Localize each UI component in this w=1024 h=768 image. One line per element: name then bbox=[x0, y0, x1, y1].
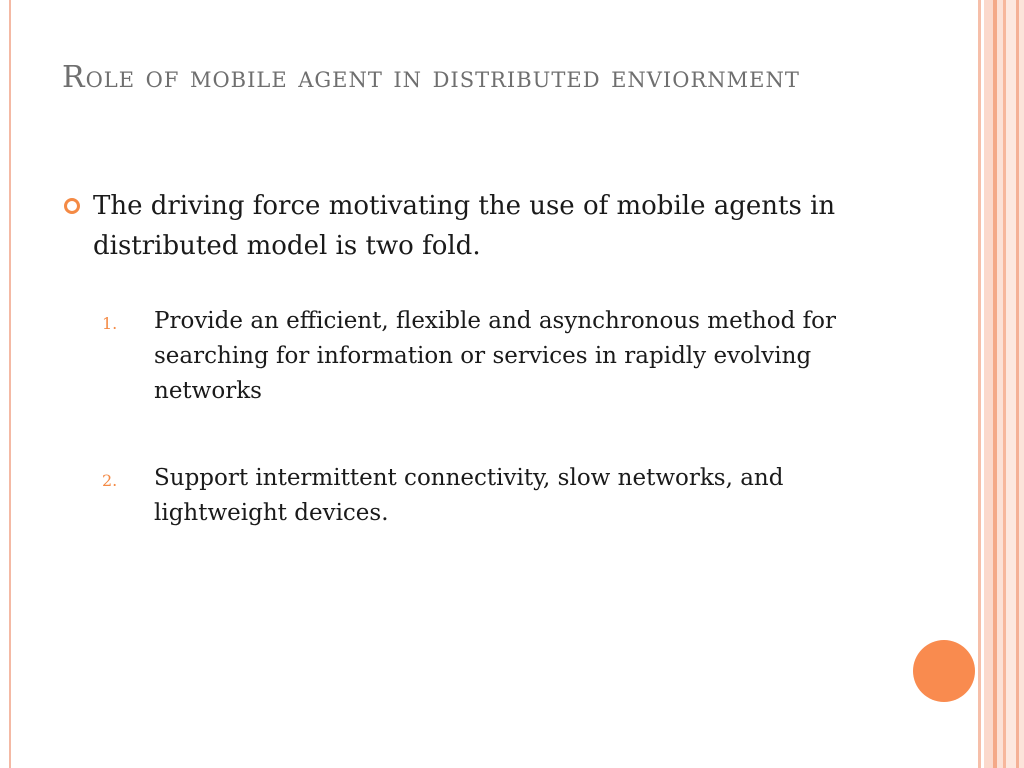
left-border-line bbox=[9, 0, 11, 768]
decorative-circle bbox=[913, 640, 975, 702]
numbered-item-1 bbox=[62, 304, 922, 409]
slide-title: Role of mobile agent in distributed enviornment bbox=[62, 60, 800, 95]
item-number: 1. bbox=[102, 314, 118, 333]
decorative-stripe bbox=[1006, 0, 1016, 768]
bullet-item bbox=[62, 186, 922, 266]
decorative-stripe bbox=[1019, 0, 1024, 768]
bullet-text: The driving force motivating the use of mobile agents in distributed model is two fold. bbox=[93, 191, 836, 261]
ring-bullet-icon bbox=[64, 198, 80, 214]
item-number: 2. bbox=[102, 471, 118, 490]
item-text: Provide an efficient, flexible and asynchronous method for searching for information or services in rapidly evolving networks bbox=[154, 308, 836, 404]
decorative-stripe bbox=[984, 0, 993, 768]
numbered-item-2 bbox=[62, 461, 922, 531]
slide-content bbox=[62, 186, 922, 531]
decorative-stripe bbox=[978, 0, 981, 768]
item-text: Support intermittent connectivity, slow networks, and lightweight devices. bbox=[154, 465, 784, 526]
